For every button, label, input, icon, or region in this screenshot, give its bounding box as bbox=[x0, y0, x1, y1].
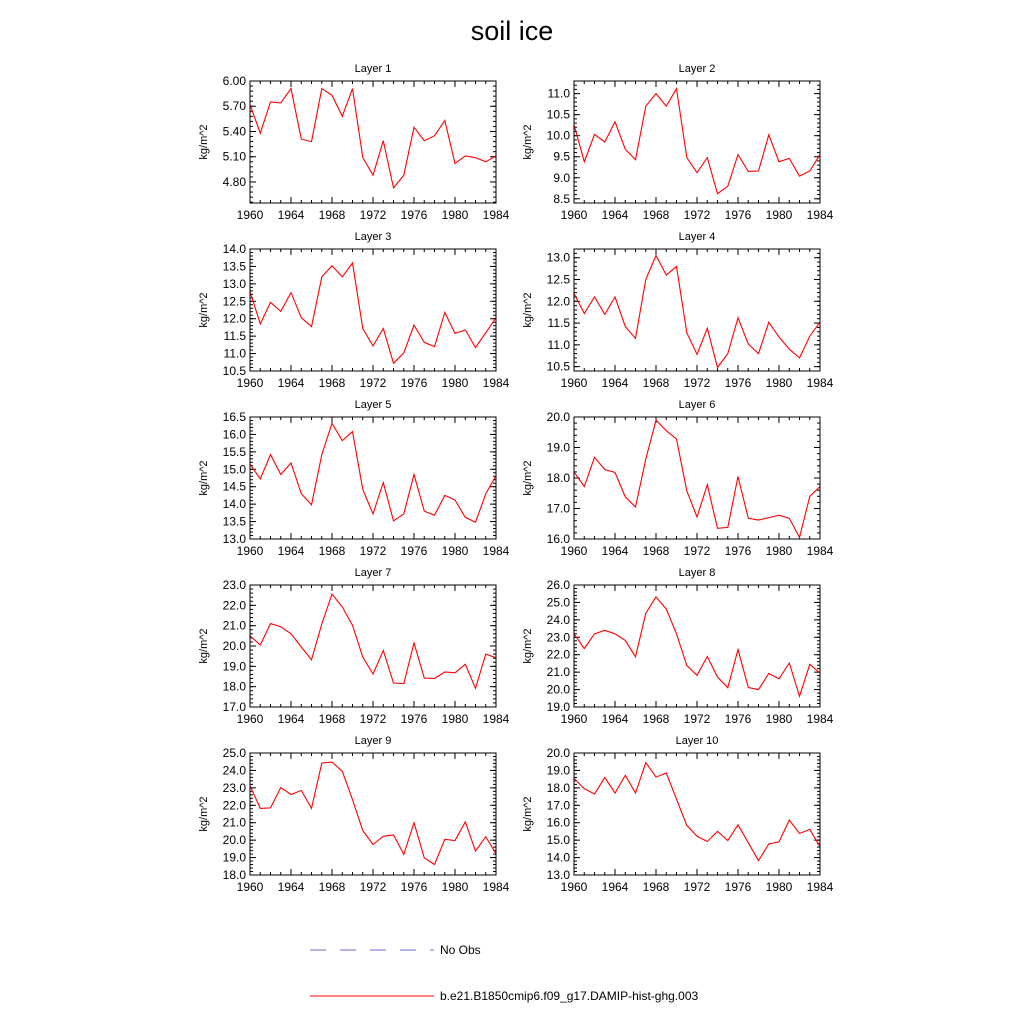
chart-title: Layer 6 bbox=[678, 399, 716, 411]
series-line bbox=[574, 763, 820, 861]
x-tick-label: 1968 bbox=[642, 880, 670, 894]
x-tick-label: 1960 bbox=[236, 544, 264, 558]
legend-obs-swatch bbox=[310, 948, 434, 952]
x-tick-label: 1976 bbox=[400, 544, 428, 558]
plot-frame bbox=[250, 417, 496, 539]
plot-frame bbox=[250, 753, 496, 875]
y-tick-label: 19.0 bbox=[546, 763, 570, 778]
x-tick-label: 1968 bbox=[642, 376, 670, 390]
series-line bbox=[574, 597, 820, 696]
x-tick-label: 1964 bbox=[277, 376, 305, 390]
series-line bbox=[574, 420, 820, 537]
chart-panel-8 bbox=[522, 567, 834, 726]
x-tick-label: 1984 bbox=[482, 208, 510, 222]
x-tick-label: 1968 bbox=[318, 880, 346, 894]
plot-frame bbox=[574, 81, 820, 203]
x-tick-label: 1984 bbox=[806, 376, 834, 390]
series-line bbox=[250, 762, 496, 864]
plot-frame bbox=[574, 417, 820, 539]
y-tick-label: 20.0 bbox=[546, 746, 570, 760]
chart-title: Layer 4 bbox=[678, 231, 716, 243]
x-tick-label: 1976 bbox=[400, 712, 428, 726]
y-tick-label: 21.0 bbox=[222, 815, 246, 830]
y-axis-label: kg/m^2 bbox=[522, 460, 534, 496]
y-tick-label: 10.5 bbox=[222, 364, 246, 378]
y-tick-label: 13.0 bbox=[546, 250, 570, 265]
x-tick-label: 1968 bbox=[318, 376, 346, 390]
x-tick-label: 1980 bbox=[765, 208, 793, 222]
x-tick-label: 1964 bbox=[277, 544, 305, 558]
y-tick-label: 6.00 bbox=[222, 74, 246, 88]
y-tick-label: 23.0 bbox=[222, 780, 246, 795]
y-tick-label: 5.70 bbox=[222, 99, 246, 114]
plot-frame bbox=[250, 585, 496, 707]
x-tick-label: 1964 bbox=[601, 208, 629, 222]
y-axis-label: kg/m^2 bbox=[522, 124, 534, 160]
plot-frame bbox=[574, 585, 820, 707]
y-tick-label: 19.0 bbox=[222, 850, 246, 865]
chart-title: Layer 2 bbox=[678, 63, 716, 75]
y-tick-label: 20.0 bbox=[222, 639, 246, 653]
y-tick-label: 21.0 bbox=[222, 618, 246, 633]
x-tick-label: 1964 bbox=[601, 880, 629, 894]
y-tick-label: 12.0 bbox=[546, 294, 570, 309]
y-tick-label: 9.0 bbox=[553, 170, 570, 185]
y-axis-label: kg/m^2 bbox=[198, 460, 210, 496]
chart-panel-2 bbox=[522, 63, 834, 222]
x-tick-label: 1984 bbox=[806, 880, 834, 894]
y-tick-label: 10.5 bbox=[546, 107, 570, 122]
x-tick-label: 1972 bbox=[359, 376, 387, 390]
y-tick-label: 13.0 bbox=[222, 532, 246, 546]
x-tick-label: 1960 bbox=[236, 880, 264, 894]
x-tick-label: 1984 bbox=[482, 544, 510, 558]
legend-model bbox=[310, 986, 698, 1006]
y-tick-label: 11.5 bbox=[547, 316, 570, 331]
x-tick-label: 1960 bbox=[560, 880, 588, 894]
y-tick-label: 22.0 bbox=[222, 798, 246, 813]
x-tick-label: 1980 bbox=[765, 544, 793, 558]
chart-panel-6 bbox=[522, 399, 834, 558]
x-tick-label: 1980 bbox=[441, 544, 469, 558]
y-tick-label: 19.0 bbox=[222, 659, 246, 674]
y-tick-label: 16.5 bbox=[222, 410, 246, 424]
legend-obs-label: No Obs bbox=[440, 943, 481, 957]
y-tick-label: 23.0 bbox=[222, 578, 246, 592]
x-tick-label: 1976 bbox=[724, 880, 752, 894]
x-tick-label: 1972 bbox=[359, 712, 387, 726]
y-tick-label: 11.5 bbox=[223, 329, 246, 344]
y-tick-label: 25.0 bbox=[546, 595, 570, 610]
y-tick-label: 15.0 bbox=[222, 462, 246, 477]
x-tick-label: 1960 bbox=[560, 376, 588, 390]
x-tick-label: 1964 bbox=[277, 712, 305, 726]
y-tick-label: 14.0 bbox=[546, 850, 570, 865]
x-tick-label: 1960 bbox=[560, 712, 588, 726]
x-tick-label: 1972 bbox=[683, 712, 711, 726]
x-tick-label: 1984 bbox=[806, 712, 834, 726]
x-tick-label: 1984 bbox=[806, 208, 834, 222]
page-title: soil ice bbox=[470, 16, 554, 46]
x-tick-label: 1968 bbox=[642, 712, 670, 726]
x-tick-label: 1964 bbox=[601, 544, 629, 558]
chart-panel-7 bbox=[198, 567, 510, 726]
legend-obs bbox=[310, 940, 481, 960]
x-tick-label: 1964 bbox=[601, 712, 629, 726]
x-tick-label: 1980 bbox=[441, 712, 469, 726]
y-tick-label: 22.0 bbox=[222, 598, 246, 613]
x-tick-label: 1968 bbox=[318, 544, 346, 558]
x-tick-label: 1980 bbox=[765, 880, 793, 894]
chart-panel-9 bbox=[198, 735, 510, 894]
x-tick-label: 1976 bbox=[400, 880, 428, 894]
y-tick-label: 16.0 bbox=[546, 815, 570, 830]
x-tick-label: 1972 bbox=[359, 880, 387, 894]
x-tick-label: 1980 bbox=[441, 376, 469, 390]
y-tick-label: 12.5 bbox=[546, 272, 570, 287]
y-tick-label: 10.5 bbox=[546, 359, 570, 374]
x-tick-label: 1960 bbox=[236, 376, 264, 390]
y-tick-label: 25.0 bbox=[222, 746, 246, 760]
series-line bbox=[574, 89, 820, 194]
y-tick-label: 23.0 bbox=[546, 630, 570, 645]
chart-panel-1 bbox=[198, 63, 510, 222]
x-tick-label: 1960 bbox=[560, 208, 588, 222]
y-axis-label: kg/m^2 bbox=[198, 124, 210, 160]
x-tick-label: 1972 bbox=[683, 544, 711, 558]
x-tick-label: 1968 bbox=[642, 208, 670, 222]
x-tick-label: 1968 bbox=[318, 208, 346, 222]
x-tick-label: 1976 bbox=[724, 712, 752, 726]
x-tick-label: 1980 bbox=[765, 376, 793, 390]
chart-panel-5 bbox=[198, 399, 510, 558]
x-tick-label: 1980 bbox=[441, 208, 469, 222]
y-tick-label: 13.0 bbox=[222, 276, 246, 291]
series-line bbox=[250, 89, 496, 188]
y-tick-label: 13.5 bbox=[222, 259, 246, 274]
chart-title: Layer 8 bbox=[678, 567, 716, 579]
y-tick-label: 16.0 bbox=[222, 427, 246, 442]
y-tick-label: 12.5 bbox=[222, 294, 246, 309]
chart-title: Layer 9 bbox=[354, 735, 392, 747]
y-tick-label: 5.40 bbox=[222, 124, 246, 139]
plot-frame bbox=[250, 249, 496, 371]
y-tick-label: 21.0 bbox=[546, 665, 570, 680]
y-tick-label: 8.5 bbox=[553, 191, 570, 206]
x-tick-label: 1976 bbox=[400, 376, 428, 390]
chart-title: Layer 10 bbox=[675, 735, 719, 747]
y-tick-label: 13.5 bbox=[222, 514, 246, 529]
y-tick-label: 15.5 bbox=[222, 444, 246, 459]
y-axis-label: kg/m^2 bbox=[522, 628, 534, 664]
y-tick-label: 11.0 bbox=[223, 346, 246, 361]
plot-frame bbox=[250, 81, 496, 203]
y-tick-label: 20.0 bbox=[546, 682, 570, 697]
series-line bbox=[250, 594, 496, 688]
y-axis-label: kg/m^2 bbox=[198, 292, 210, 328]
y-tick-label: 18.0 bbox=[546, 471, 570, 485]
plot-frame bbox=[574, 753, 820, 875]
y-tick-label: 24.0 bbox=[222, 763, 246, 778]
y-tick-label: 19.0 bbox=[546, 700, 570, 714]
legend-model-swatch bbox=[310, 994, 434, 998]
series-line bbox=[574, 256, 820, 368]
x-tick-label: 1964 bbox=[601, 376, 629, 390]
series-line bbox=[250, 263, 496, 363]
series-line bbox=[250, 423, 496, 522]
x-tick-label: 1984 bbox=[482, 880, 510, 894]
x-tick-label: 1980 bbox=[441, 880, 469, 894]
y-tick-label: 11.0 bbox=[547, 337, 570, 352]
y-tick-label: 13.0 bbox=[546, 868, 570, 882]
y-axis-label: kg/m^2 bbox=[522, 292, 534, 328]
x-tick-label: 1968 bbox=[318, 712, 346, 726]
y-axis-label: kg/m^2 bbox=[198, 796, 210, 832]
plot-frame bbox=[574, 249, 820, 371]
x-tick-label: 1976 bbox=[724, 208, 752, 222]
x-tick-label: 1976 bbox=[724, 376, 752, 390]
x-tick-label: 1984 bbox=[482, 376, 510, 390]
y-tick-label: 26.0 bbox=[546, 578, 570, 592]
y-tick-label: 18.0 bbox=[222, 679, 246, 694]
x-tick-label: 1964 bbox=[277, 880, 305, 894]
x-tick-label: 1960 bbox=[236, 208, 264, 222]
x-tick-label: 1976 bbox=[724, 544, 752, 558]
y-tick-label: 17.0 bbox=[546, 501, 570, 516]
y-tick-label: 20.0 bbox=[222, 833, 246, 848]
y-tick-label: 17.0 bbox=[222, 700, 246, 714]
x-tick-label: 1976 bbox=[400, 208, 428, 222]
x-tick-label: 1984 bbox=[482, 712, 510, 726]
chart-title: Layer 3 bbox=[354, 231, 392, 243]
x-tick-label: 1984 bbox=[806, 544, 834, 558]
y-tick-label: 24.0 bbox=[546, 612, 570, 627]
chart-panel-3 bbox=[198, 231, 510, 390]
chart-title: Layer 7 bbox=[354, 567, 392, 579]
y-tick-label: 14.0 bbox=[222, 497, 246, 512]
chart-title: Layer 5 bbox=[354, 399, 392, 411]
chart-title: Layer 1 bbox=[354, 63, 392, 75]
chart-panel-4 bbox=[522, 231, 834, 390]
y-tick-label: 5.10 bbox=[222, 149, 246, 164]
x-tick-label: 1972 bbox=[683, 208, 711, 222]
legend-model-label: b.e21.B1850cmip6.f09_g17.DAMIP-hist-ghg.003 bbox=[440, 989, 699, 1003]
x-tick-label: 1972 bbox=[359, 544, 387, 558]
y-tick-label: 9.5 bbox=[553, 149, 570, 164]
y-tick-label: 14.5 bbox=[222, 479, 246, 494]
y-tick-label: 4.80 bbox=[222, 174, 246, 189]
y-tick-label: 22.0 bbox=[546, 647, 570, 662]
x-tick-label: 1960 bbox=[560, 544, 588, 558]
y-tick-label: 16.0 bbox=[546, 532, 570, 546]
x-tick-label: 1972 bbox=[683, 376, 711, 390]
y-tick-label: 18.0 bbox=[546, 780, 570, 795]
chart-panel-10 bbox=[522, 735, 834, 894]
y-axis-label: kg/m^2 bbox=[522, 796, 534, 832]
y-tick-label: 17.0 bbox=[546, 798, 570, 813]
x-tick-label: 1980 bbox=[765, 712, 793, 726]
x-tick-label: 1964 bbox=[277, 208, 305, 222]
y-tick-label: 18.0 bbox=[222, 868, 246, 882]
y-tick-label: 15.0 bbox=[546, 833, 570, 848]
y-tick-label: 10.0 bbox=[546, 128, 570, 143]
x-tick-label: 1972 bbox=[359, 208, 387, 222]
x-tick-label: 1968 bbox=[642, 544, 670, 558]
y-tick-label: 20.0 bbox=[546, 410, 570, 424]
y-tick-label: 19.0 bbox=[546, 440, 570, 455]
y-tick-label: 11.0 bbox=[547, 86, 570, 101]
x-tick-label: 1960 bbox=[236, 712, 264, 726]
y-tick-label: 12.0 bbox=[222, 311, 246, 326]
x-tick-label: 1972 bbox=[683, 880, 711, 894]
y-axis-label: kg/m^2 bbox=[198, 628, 210, 664]
y-tick-label: 14.0 bbox=[222, 242, 246, 256]
